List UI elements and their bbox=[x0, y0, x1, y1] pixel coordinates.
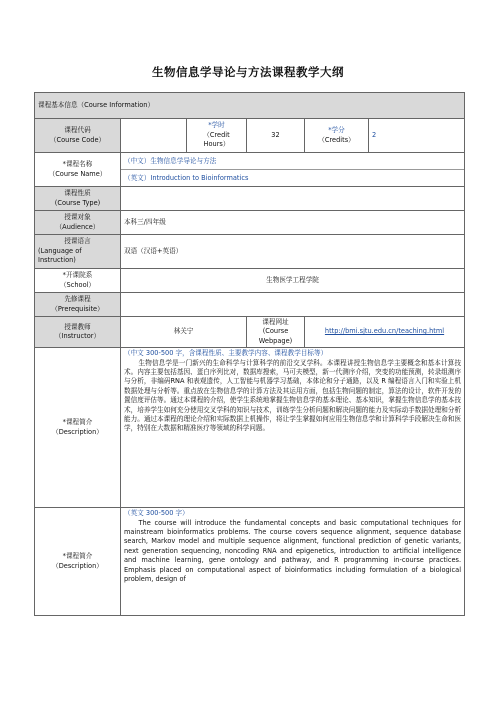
description-en-note: （英文 300-500 字） bbox=[124, 509, 189, 518]
instructor-label: 授课教师 （Instructor） bbox=[35, 317, 121, 348]
course-code-label: 课程代码 （Course Code） bbox=[35, 119, 121, 153]
description-en-body: The course will introduce the fundamental concepts and basic computational techniques for mainstream bioinformatics problems. The course covers sequence alignment, sequence database search, Markov model and multiple sequence alignment, functional prediction of genetic variants, next generation sequencing, noncoding RNA and epigenetics, introduction to artificial intelligence and machine learning, gene ontology and pathway, and R programming in-course practices. Emphasis placed on computational aspect of bioinformatics including formulation of a biological problem, design of bbox=[124, 518, 462, 584]
hours-label: *学时 （Credit Hours） bbox=[187, 119, 247, 153]
instructor-value: 林关宁 bbox=[121, 317, 247, 348]
prerequisite-value bbox=[121, 293, 465, 317]
course-name-value bbox=[121, 153, 465, 187]
audience-label: 授课对象 （Audience） bbox=[35, 211, 121, 235]
description-cn-label: *课程简介 （Description） bbox=[35, 348, 121, 508]
language-value: 双语（汉语+英语） bbox=[121, 235, 465, 269]
section-header: 课程基本信息（Course Information） bbox=[35, 93, 465, 119]
course-type-value bbox=[121, 187, 465, 211]
webpage-link[interactable]: http://bmi.sjtu.edu.cn/teaching.html bbox=[324, 327, 445, 336]
course-info-table bbox=[34, 92, 465, 616]
description-cn-text bbox=[121, 348, 465, 508]
course-name-en: （英文）Introduction to Bioinformatics bbox=[121, 169, 464, 186]
credits-value: 2 bbox=[369, 119, 465, 153]
webpage-label: 课程网址 (Course Webpage) bbox=[247, 317, 305, 348]
language-label: 授课语言 (Language of Instruction) bbox=[35, 235, 121, 269]
course-code-value bbox=[121, 119, 187, 153]
school-value: 生物医学工程学院 bbox=[121, 269, 465, 293]
hours-value: 32 bbox=[247, 119, 305, 153]
description-cn-body: 生物信息学是一门新兴的生命科学与计算科学的前沿交叉学科。本课程讲授生物信息学主要概念和基本计算技术。内容主要包括基因、蛋白序列比对，数据库搜索，马可夫模型，新一代测序介绍，突变的功能预测，转录组测序与分析，非编码RNA 和表观遗传，人工智能与机器学习基础，本体论和分子通路，以及 R 编程语言入门和实验上机数据处理与分析等。重点放在生物信息学的计算方法及其运用方面，包括生物问题的制定，算法的设计，软件开发的置信度评估等。通过本课程的介绍，使学生系统地掌握生物信息学的基本理论、基本知识，掌握生物信息学的基本技术，培养学生如何充分使用交叉学科的知识与技术，训练学生分析问题和解决问题的能力及实际动手数据处理和分析能力。通过本课程的理论介绍和实际数据上机操作，将让学生掌握如何应用生物信息学和计算科学手段解决生命和医学，特别在大数据和精准医疗等领域的科学问题。 bbox=[124, 358, 462, 433]
description-en-text bbox=[121, 508, 465, 616]
document-title: 生物信息学导论与方法课程教学大纲 bbox=[152, 65, 344, 79]
prerequisite-label: 先修课程 （Prerequisite） bbox=[35, 293, 121, 317]
webpage-value bbox=[305, 317, 465, 348]
description-en-label: *课程简介 （Description） bbox=[35, 508, 121, 616]
audience-value: 本科三/四年级 bbox=[121, 211, 465, 235]
school-label: *开课院系 （School） bbox=[35, 269, 121, 293]
course-type-label: 课程性质 (Course Type) bbox=[35, 187, 121, 211]
credits-label: *学分 （Credits） bbox=[305, 119, 369, 153]
course-name-label: *课程名称 （Course Name） bbox=[35, 153, 121, 187]
description-cn-note: （中文 300-500 字，含课程性质、主要教学内容、课程教学目标等） bbox=[124, 349, 328, 358]
course-name-cn: （中文）生物信息学导论与方法 bbox=[124, 157, 217, 165]
